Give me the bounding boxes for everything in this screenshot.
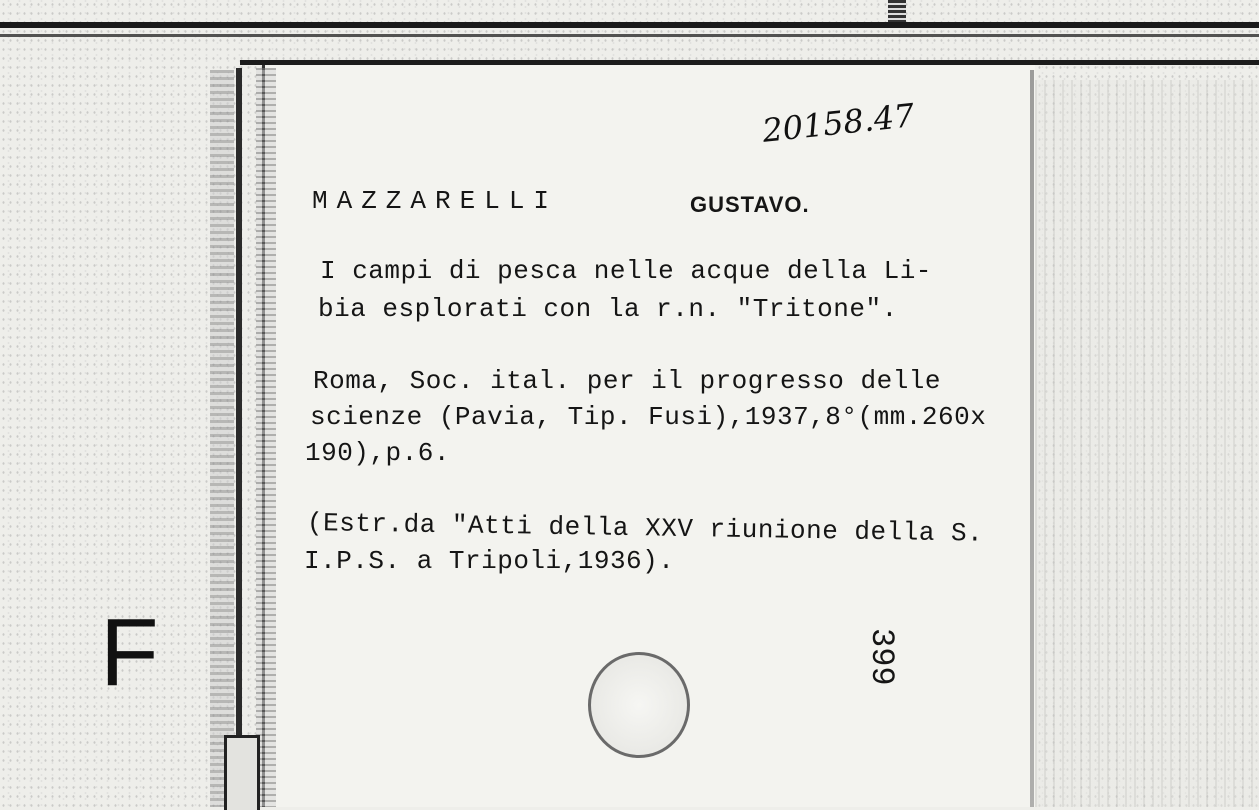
author-given-name: GUSTAVO. (690, 192, 810, 217)
title-line-1: I campi di pesca nelle acque della Li- (320, 256, 932, 286)
punch-hole (588, 652, 690, 758)
bottom-clip (224, 735, 260, 810)
catalog-number: 20158.47 (760, 96, 917, 150)
card-top-edge (240, 60, 1259, 65)
note-line-1: (Estr.da "Atti della XXV riunione della S. (306, 508, 984, 549)
side-number: 399 (863, 628, 900, 686)
top-edge-band (0, 22, 1259, 28)
left-card-stack (210, 70, 234, 807)
author-surname: MAZZARELLI (312, 186, 559, 216)
imprint-line-3: 190),p.6. (305, 438, 450, 468)
right-card-stack (1035, 80, 1259, 807)
margin-letter: F (100, 599, 159, 706)
card-right-border (1030, 70, 1034, 807)
card-tab (888, 0, 906, 24)
note-line-2: I.P.S. a Tripoli,1936). (304, 546, 675, 576)
left-card-edge (236, 68, 242, 807)
imprint-line-1: Roma, Soc. ital. per il progresso delle (313, 366, 941, 396)
title-line-2: bia esplorati con la r.n. "Tritone". (318, 294, 898, 324)
imprint-line-2: scienze (Pavia, Tip. Fusi),1937,8°(mm.260x (310, 402, 987, 432)
top-edge-rule (0, 34, 1259, 37)
card-left-border (256, 68, 276, 807)
